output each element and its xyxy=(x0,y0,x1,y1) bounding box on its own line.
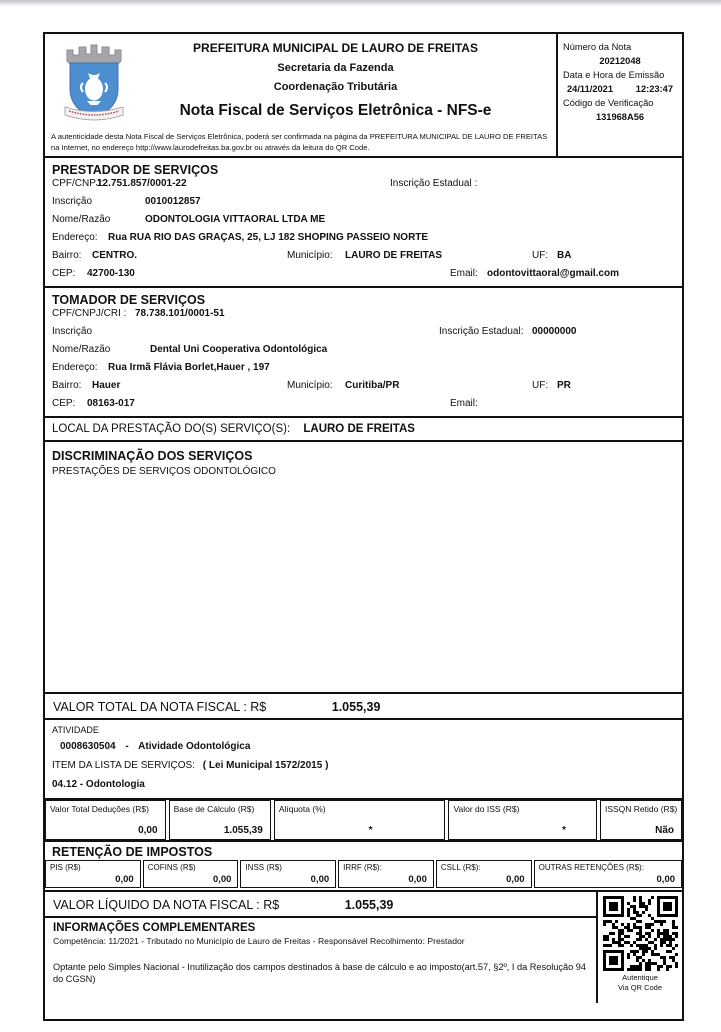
cell-issqn-retido-value: Não xyxy=(655,825,674,836)
cell-valor-iss xyxy=(448,800,597,840)
local-prestacao-value: LAURO DE FREITAS xyxy=(303,423,415,435)
cell-aliquota-value: * xyxy=(368,825,373,836)
atividade-section xyxy=(45,720,682,800)
discriminacao-section xyxy=(45,442,682,694)
nota-number-label: Número da Nota xyxy=(563,42,632,52)
discriminacao-title: DISCRIMINAÇÃO DOS SERVIÇOS xyxy=(52,449,253,463)
cell-pis xyxy=(45,860,141,888)
prestador-cpf-label: CPF/CNPJ: xyxy=(52,178,104,189)
prestador-cpf-value: 12.751.857/0001-22 xyxy=(97,178,187,189)
retencao-table xyxy=(45,860,682,888)
tomador-bairro-label: Bairro: xyxy=(52,380,82,391)
cell-valor-iss-label: Valor do ISS (R$) xyxy=(453,804,520,814)
cell-pis-label: PIS (R$) xyxy=(50,863,81,872)
cell-outras-retencoes xyxy=(534,860,682,888)
prestador-nome-label: Nome/Razão xyxy=(52,214,111,225)
tomador-inscricao-label: Inscrição xyxy=(52,326,93,337)
retencao-section xyxy=(45,842,682,892)
tomador-uf-label: UF: xyxy=(532,380,549,391)
bottom-left-column xyxy=(45,892,596,1003)
prestador-inscricao-value: 0010012857 xyxy=(145,196,201,207)
tomador-email-label: Email: xyxy=(450,398,478,409)
tomador-bairro-value: Hauer xyxy=(92,380,121,391)
prestador-cep-label: CEP: xyxy=(52,268,76,279)
prestador-row-endereco xyxy=(45,232,682,250)
qr-code-icon xyxy=(598,896,682,971)
coordination-name: Coordenação Tributária xyxy=(273,81,398,93)
page-top-shadow xyxy=(0,0,721,6)
tomador-cep-label: CEP: xyxy=(52,398,76,409)
prestador-row-nome xyxy=(45,214,682,232)
verification-label: Código de Verificação xyxy=(563,98,654,108)
cell-base-calculo-value: 1.055,39 xyxy=(223,825,263,836)
prestador-title: PRESTADOR DE SERVIÇOS xyxy=(52,163,219,177)
cell-aliquota-label: Alíquota (%) xyxy=(278,804,326,814)
prestador-cep-value: 42700-130 xyxy=(87,268,135,279)
header-left-cell xyxy=(45,34,556,156)
cell-valor-deducoes-label: Valor Total Deduções (R$) xyxy=(50,804,149,814)
local-prestacao-label: LOCAL DA PRESTAÇÃO DO(S) SERVIÇO(S): xyxy=(52,423,291,435)
valor-liquido-value: 1.055,39 xyxy=(344,898,394,912)
tomador-endereco-label: Endereço: xyxy=(52,362,98,373)
cell-csll-label: CSLL (R$): xyxy=(440,863,481,872)
emission-value xyxy=(563,84,677,94)
tomador-inscricao-estadual-label: Inscrição Estadual: xyxy=(439,326,524,337)
tomador-row-nome xyxy=(45,344,682,362)
nfse-document xyxy=(43,32,684,1021)
tomador-row-cpf xyxy=(45,308,682,326)
tributos-table xyxy=(45,800,682,842)
tomador-row-inscricao xyxy=(45,326,682,344)
prestador-municipio-label: Município: xyxy=(287,250,333,261)
prestador-row-cep xyxy=(45,268,682,286)
cell-cofins-label: COFINS (R$) xyxy=(147,863,196,872)
tomador-nome-value: Dental Uni Cooperativa Odontológica xyxy=(150,344,328,355)
tomador-row-cep xyxy=(45,398,682,416)
tomador-municipio-label: Município: xyxy=(287,380,333,391)
cell-inss-value: 0,00 xyxy=(310,874,330,885)
emission-date: 24/11/2021 xyxy=(567,84,614,94)
cell-cofins-value: 0,00 xyxy=(212,874,232,885)
cell-irrf xyxy=(338,860,434,888)
prestador-municipio-value: LAURO DE FREITAS xyxy=(345,250,443,261)
prestador-email-label: Email: xyxy=(450,268,478,279)
cell-valor-iss-value: * xyxy=(562,825,566,836)
qr-caption-line1: Autentique xyxy=(622,973,658,982)
prestador-bairro-value: CENTRO. xyxy=(92,250,137,261)
tomador-title: TOMADOR DE SERVIÇOS xyxy=(52,293,206,307)
tomador-inscricao-estadual-value: 00000000 xyxy=(532,326,577,337)
item-lista-lei: ( Lei Municipal 1572/2015 ) xyxy=(202,760,329,771)
tomador-cep-value: 08163-017 xyxy=(87,398,135,409)
cell-csll xyxy=(436,860,532,888)
cell-irrf-value: 0,00 xyxy=(408,874,427,885)
bottom-section xyxy=(45,892,682,1003)
tomador-row-endereco xyxy=(45,362,682,380)
cell-csll-value: 0,00 xyxy=(506,874,525,885)
qr-caption xyxy=(598,973,682,993)
prestador-section xyxy=(45,158,682,288)
retencao-title: RETENÇÃO DE IMPOSTOS xyxy=(52,845,213,859)
cell-outras-retencoes-value: 0,00 xyxy=(656,874,676,885)
authenticity-note: A autenticidade desta Nota Fiscal de Serviços Eletrônica, poderá ser confirmada na página da PREFEITURA MUNICIPAL DE LAURO DE FREITAS na Internet, no endereço http://www.laurodefreitas.ba.gov.br ou através da leitura do QR Code. xyxy=(51,132,548,152)
emission-time: 12:23:47 xyxy=(635,84,673,94)
informacoes-line1: Competência: 11/2021 - Tributado no Município de Lauro de Freitas - Responsável Recolhimento: Prestador xyxy=(53,936,465,946)
informacoes-line2: Optante pelo Simples Nacional - Inutilização dos campos destinados à base de cálculo e ao imposto(art.57, §2º, I da Resolução 94 do CGSN) xyxy=(53,962,586,984)
cell-valor-deducoes-value: 0,00 xyxy=(138,825,158,836)
prestador-email-value: odontovittaoral@gmail.com xyxy=(487,268,619,279)
tomador-cpf-value: 78.738.101/0001-51 xyxy=(135,308,225,319)
cell-inss xyxy=(240,860,336,888)
municipality-name: PREFEITURA MUNICIPAL DE LAURO DE FREITAS xyxy=(193,41,478,55)
tomador-row-bairro xyxy=(45,380,682,398)
tomador-endereco-value: Rua Irmã Flávia Borlet,Hauer , 197 xyxy=(108,362,270,373)
atividade-codigo-line xyxy=(52,741,675,752)
cell-issqn-retido-label: ISSQN Retido (R$) xyxy=(604,804,678,814)
prestador-row-inscricao xyxy=(45,196,682,214)
prestador-uf-label: UF: xyxy=(532,250,549,261)
item-lista-item: 04.12 - Odontologia xyxy=(52,779,145,790)
atividade-title: ATIVIDADE xyxy=(52,725,99,735)
qr-caption-line2: Via QR Code xyxy=(617,982,663,992)
document-title: Nota Fiscal de Serviços Eletrônica - NFS-e xyxy=(179,102,492,119)
valor-total-value: 1.055,39 xyxy=(331,700,381,714)
municipality-coat-of-arms-icon xyxy=(57,41,131,127)
tomador-municipio-value: Curitiba/PR xyxy=(345,380,400,391)
atividade-separator: - xyxy=(125,741,129,752)
informacoes-title: INFORMAÇÕES COMPLEMENTARES xyxy=(53,922,256,934)
prestador-inscricao-label: Inscrição xyxy=(52,196,93,207)
valor-total-label: VALOR TOTAL DA NOTA FISCAL : R$ xyxy=(53,700,267,714)
prestador-uf-value: BA xyxy=(557,250,572,261)
item-lista-line xyxy=(52,760,675,771)
cell-aliquota xyxy=(274,800,446,840)
cell-base-calculo xyxy=(169,800,271,840)
department-name: Secretaria da Fazenda xyxy=(277,62,394,74)
cell-base-calculo-label: Base de Cálculo (R$) xyxy=(173,804,255,814)
tomador-nome-label: Nome/Razão xyxy=(52,344,111,355)
valor-total-row xyxy=(45,694,682,720)
document-header xyxy=(45,34,682,158)
atividade-codigo: 0008630504 xyxy=(60,741,116,752)
header-right-cell xyxy=(556,34,682,156)
atividade-descricao: Atividade Odontológica xyxy=(138,741,251,752)
valor-liquido-label: VALOR LÍQUIDO DA NOTA FISCAL : R$ xyxy=(53,898,280,912)
prestador-endereco-value: Rua RUA RIO DAS GRAÇAS, 25, LJ 182 SHOPING PASSEIO NORTE xyxy=(108,232,429,243)
local-prestacao-row xyxy=(45,418,682,442)
emission-label: Data e Hora de Emissão xyxy=(563,70,665,80)
cell-outras-retencoes-label: OUTRAS RETENÇÕES (R$): xyxy=(538,863,644,872)
prestador-inscricao-estadual-label: Inscrição Estadual : xyxy=(390,178,478,189)
tomador-cpf-label: CPF/CNPJ/CRI : xyxy=(52,308,127,319)
tomador-uf-value: PR xyxy=(557,380,571,391)
informacoes-complementares xyxy=(45,918,596,990)
cell-issqn-retido xyxy=(600,800,682,840)
valor-liquido-row xyxy=(45,892,596,918)
cell-irrf-label: IRRF (R$): xyxy=(343,863,382,872)
item-lista-label: ITEM DA LISTA DE SERVIÇOS: xyxy=(52,760,196,771)
prestador-endereco-label: Endereço: xyxy=(52,232,98,243)
cell-inss-label: INSS (R$) xyxy=(245,863,282,872)
tomador-section xyxy=(45,288,682,418)
qr-code-cell xyxy=(596,892,682,1003)
prestador-row-cpf xyxy=(45,178,682,196)
cell-valor-deducoes xyxy=(45,800,166,840)
prestador-row-bairro xyxy=(45,250,682,268)
verification-code: 131968A56 xyxy=(595,112,645,122)
discriminacao-content: PRESTAÇÕES DE SERVIÇOS ODONTOLÓGICO xyxy=(52,466,276,477)
nota-number-value: 20212048 xyxy=(599,56,641,66)
prestador-nome-value: ODONTOLOGIA VITTAORAL LTDA ME xyxy=(145,214,326,225)
cell-cofins xyxy=(143,860,239,888)
cell-pis-value: 0,00 xyxy=(115,874,134,885)
prestador-bairro-label: Bairro: xyxy=(52,250,82,261)
